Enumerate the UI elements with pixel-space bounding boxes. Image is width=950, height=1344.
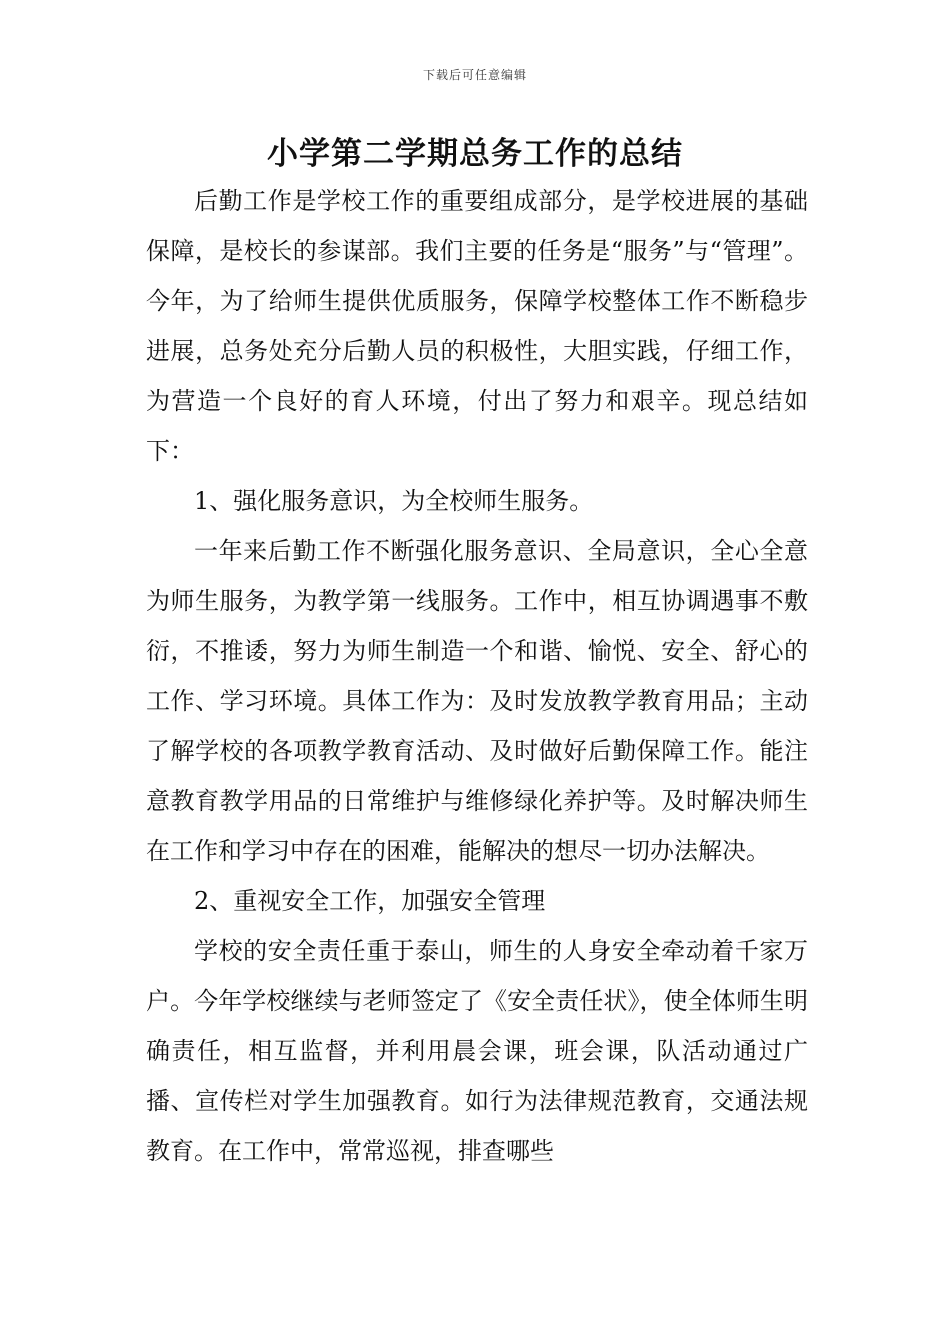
document-title: 小学第二学期总务工作的总结 xyxy=(267,136,683,172)
paragraph-safety: 学校的安全责任重于泰山，师生的人身安全牵动着千家万户。今年学校继续与老师签定了《安全责任状》，使全体师生明确责任，相互监督，并利用晨会课，班会课，队活动通过广播、宣传栏对学生加强教育。如行为法律规范教育，交通法规教育。在工作中，常常巡视，排查哪些 xyxy=(146,937,808,1165)
document-body xyxy=(146,176,808,1176)
header-note: 下载后可任意编辑 xyxy=(422,68,527,82)
section-heading-1: 1、强化服务意识，为全校师生服务。 xyxy=(194,487,594,515)
paragraph-service: 一年来后勤工作不断强化服务意识、全局意识，全心全意为师生服务，为教学第一线服务。工作中，相互协调遇事不敷衍，不推诿，努力为师生制造一个和谐、愉悦、安全、舒心的工作、学习环境。具体工作为：及时发放教学教育用品；主动了解学校的各项教学教育活动、及时做好后勤保障工作。能注意教育教学用品的日常维护与维修绿化养护等。及时解决师生在工作和学习中存在的困难，能解决的想尽一切办法解决。 xyxy=(146,537,808,865)
section-heading-2: 2、重视安全工作，加强安全管理 xyxy=(194,887,546,915)
paragraph-intro: 后勤工作是学校工作的重要组成部分，是学校进展的基础保障，是校长的参谋部。我们主要的任务是“服务”与“管理”。今年，为了给师生提供优质服务，保障学校整体工作不断稳步进展，总务处充分后勤人员的积极性，大胆实践，仔细工作，为营造一个良好的育人环境，付出了努力和艰辛。现总结如下： xyxy=(146,187,808,465)
